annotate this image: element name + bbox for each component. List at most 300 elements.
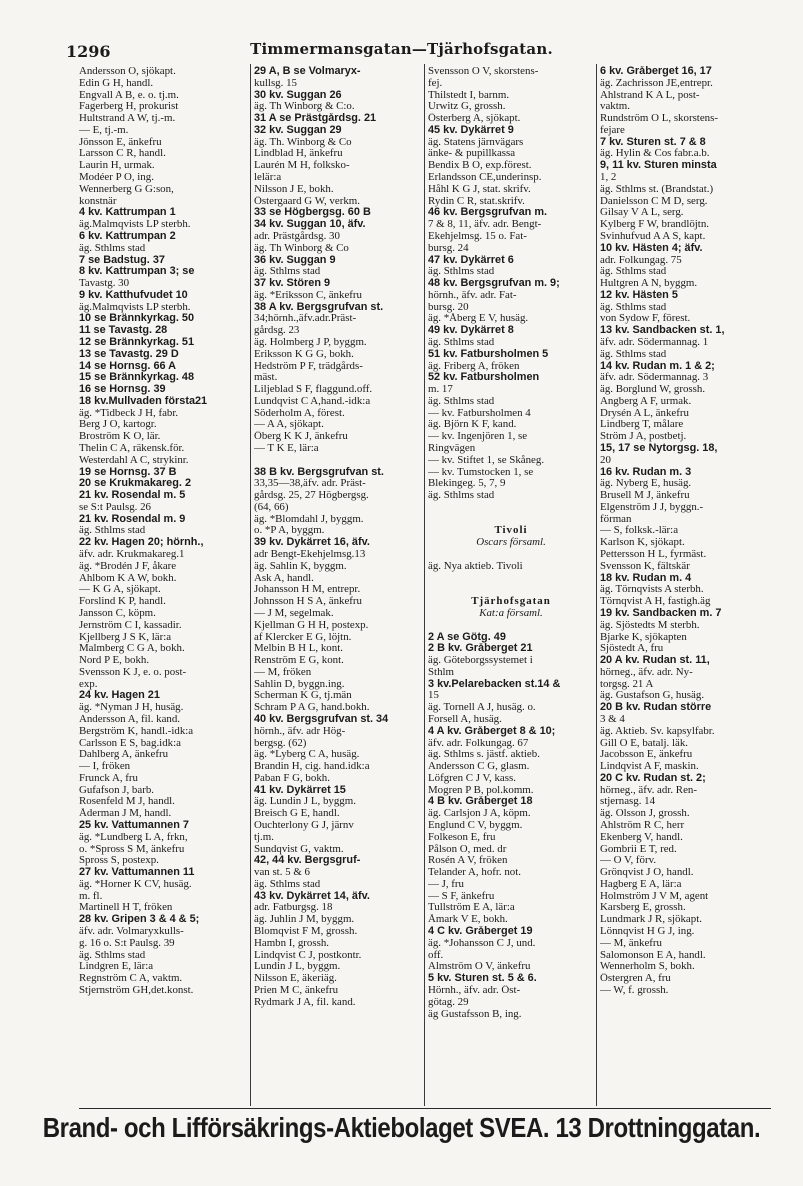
directory-entry-line: Andersson A, fil. kand. (79, 713, 181, 725)
directory-entry-line: Sthlm (428, 666, 455, 678)
directory-entry-line: Gombrii E T, red. (600, 843, 677, 855)
directory-entry-line: 15 (428, 690, 439, 702)
directory-entry-line: Scherman K G, tj.män (254, 690, 352, 702)
directory-entry-line: äg. Sthlms stad (600, 301, 667, 313)
directory-entry-line: äg. Statens järnvägars (428, 136, 524, 148)
directory-entry-line: af Klercker E G, löjtn. (254, 631, 352, 643)
directory-entry-line: 9, 11 kv. Sturen minsta (600, 160, 717, 172)
directory-entry-line: äg. Hylin & Cos fabr.a.b. (600, 148, 710, 160)
directory-entry-line: äg. Törnqvists A sterbh. (600, 584, 704, 596)
directory-entry-line: äg. Sthlms stad (600, 348, 667, 360)
directory-entry-line: äg. Sthlms stad (79, 242, 146, 254)
directory-entry-line: 47 kv. Dykärret 6 (428, 254, 514, 266)
directory-entry-line: äg. Borglund W, grossh. (600, 384, 706, 396)
directory-entry-line: Carlsson E S, bag.idk:a (79, 737, 181, 749)
directory-entry-line: 16 kv. Rudan m. 3 (600, 466, 692, 478)
page-number: 1296 (66, 42, 111, 61)
directory-entry-line (428, 502, 594, 514)
directory-entry-line: äg. Juhlin J M, byggm. (254, 914, 355, 926)
directory-entry-line: Ouchterlony G J, järnv (254, 820, 354, 831)
directory-entry-line: Kjellman G H H, postexp. (254, 619, 369, 631)
directory-entry-line: Nilsson E, äkeriäg. (254, 973, 337, 985)
directory-entry-line: Andersson C G, glasm. (428, 761, 530, 773)
directory-entry-line: adr. Prästgårdsg. 30 (254, 230, 340, 242)
directory-entry-line: g. 16 o. S:t Paulsg. 39 (79, 937, 175, 949)
directory-entry-line: adr. Folkungag. 75 (600, 254, 682, 266)
directory-entry-line: Brusell M J, änkefru (600, 490, 690, 502)
directory-entry-line (428, 620, 594, 632)
directory-entry-line: 2 A se Götg. 49 (428, 631, 506, 643)
directory-column-1 (79, 66, 247, 1106)
directory-entry-line: äg. Göteborgssystemet i (428, 655, 533, 667)
directory-entry-line (254, 455, 420, 467)
directory-entry-line: Martinell H T, fröken (79, 902, 173, 914)
directory-entry-line: Andersson O, sjökapt. (79, 66, 176, 77)
directory-entry-line: Lindgren E, lär:a (79, 961, 154, 973)
directory-entry-line: Ahlstrand K A L, post- (600, 89, 700, 101)
directory-entry-line: Danielsson C M D, serg. (600, 195, 708, 207)
directory-entry-line: gårdsg. 25, 27 Högbergsg. (254, 490, 369, 502)
directory-entry-line: o. *P A, byggm. (254, 525, 325, 537)
directory-entry-line: 3 kv.Pelarebacken st.14 & (428, 678, 561, 690)
directory-entry-line: Rosenfeld M J, handl. (79, 796, 175, 808)
directory-entry-line: bursg. 24 (428, 242, 469, 254)
directory-entry-line: Berg J O, kartogr. (79, 419, 157, 431)
directory-entry-line: bergsg. (62) (254, 737, 307, 749)
directory-entry-line: Regnström C A, vaktm. (79, 973, 183, 985)
directory-column-4 (600, 66, 772, 1106)
directory-entry-line: äg. Björn K F, kand. (428, 419, 517, 431)
directory-entry-line: äg. *Eriksson C, änkefru (254, 289, 362, 301)
page-title: Timmermansgatan—Tjärhofsgatan. (250, 40, 553, 58)
directory-entry-line: — M, änkefru (600, 937, 662, 949)
directory-entry-line: Paban F G, bokh. (254, 772, 330, 784)
directory-entry-line: äg. Aktieb. Sv. kapsylfabr. (600, 725, 715, 737)
directory-entry-line: Österberg A, sjökapt. (428, 113, 521, 125)
directory-entry-line: Lindberg T, målare (600, 419, 684, 431)
directory-entry-line: Ask A, handl. (254, 572, 314, 584)
directory-entry-line: 30 kv. Suggan 26 (254, 89, 342, 101)
directory-entry-line: Dahlberg A, änkefru (79, 749, 169, 761)
directory-entry-line: äg. Sthlms stad (254, 266, 321, 278)
directory-entry-line: äg. Sthlms stad (428, 336, 495, 348)
directory-entry-line: Blekingeg. 5, 7, 9 (428, 478, 506, 490)
directory-column-2 (254, 66, 420, 1106)
directory-entry-line: — kv. Stiftet 1, se Skåneg. (428, 454, 545, 466)
directory-entry-line: — K G A, sjökapt. (79, 584, 161, 596)
directory-entry-line: äfv. adr. Södermannag. 1 (600, 336, 709, 348)
directory-entry-line: 4 kv. Kattrumpan 1 (79, 207, 176, 219)
directory-entry-line: Svensson K J, e. o. post- (79, 666, 187, 678)
directory-entry-line: Kjellberg J S K, lär:a (79, 631, 172, 643)
directory-entry-line: äg. *Nyman J H, husäg. (79, 702, 184, 714)
directory-entry-line: 20 A kv. Rudan st. 11, (600, 655, 710, 667)
directory-entry-line: 1, 2 (600, 172, 617, 184)
directory-entry-line: 24 kv. Hagen 21 (79, 690, 160, 702)
directory-entry-line: Oscars församl. (476, 537, 546, 549)
directory-entry-line: 31 A se Prästgårdsg. 21 (254, 113, 377, 125)
directory-entry-line: 5 kv. Sturen st. 5 & 6. (428, 973, 537, 985)
directory-entry-line: vaktm. (600, 101, 630, 113)
directory-entry-line: äg. Sthlms stad (428, 490, 495, 502)
directory-entry-line: Breisch G E, handl. (254, 808, 340, 820)
directory-entry-line: Lindqvist C J, postkontr. (254, 949, 362, 961)
directory-entry-line: Löfgren C J V, kass. (428, 772, 516, 784)
directory-entry-line: lelär:a (254, 172, 282, 184)
directory-entry-line: 48 kv. Bergsgrufvan m. 9; (428, 278, 560, 290)
directory-entry-line: Bendix B O, exp.förest. (428, 160, 532, 172)
directory-entry-line: äg. *Blomdahl J, byggm. (254, 513, 364, 525)
column-separator (250, 64, 251, 1106)
directory-entry-line: Gilsay V A L, serg. (600, 207, 684, 219)
directory-entry-line: se S:t Paulsg. 26 (79, 501, 152, 513)
directory-entry-line: äg. Tornell A J, husäg. o. (428, 702, 536, 714)
directory-entry-line: Hörnh., äfv. adr. Öst- (428, 984, 521, 996)
directory-entry-line: Ekenberg V, handl. (600, 831, 683, 843)
directory-entry-line: 28 kv. Gripen 3 & 4 & 5; (79, 914, 200, 926)
directory-entry-line: Liljeblad S F, flaggund.off. (254, 384, 373, 396)
directory-entry-line: äg. Olsson J, grossh. (600, 808, 690, 820)
directory-entry-line: Spross S, postexp. (79, 855, 159, 867)
directory-entry-line: äg Gustafsson B, ing. (428, 1008, 522, 1020)
directory-entry-line: — kv. Fatbursholmen 4 (428, 407, 531, 419)
directory-entry-line: 29 A, B se Volmaryx- (254, 66, 361, 77)
directory-entry-line: 7 kv. Sturen st. 7 & 8 (600, 136, 706, 148)
directory-entry-line: Wennerholm S, bokh. (600, 961, 695, 973)
directory-entry-line: adr. Fatburgsg. 18 (254, 902, 333, 914)
directory-entry-line: hörnh., äfv. adr. Fat- (428, 289, 517, 301)
directory-entry-line: Kat:a församl. (479, 607, 543, 619)
footer-advert: Brand- och Lifförsäkrings-Aktiebolaget SVEA. 13 Drottninggatan. (42, 1112, 761, 1144)
directory-entry-line: Elgenström J J, byggn.- (600, 501, 704, 513)
directory-entry-line: 46 kv. Bergsgrufvan m. (428, 207, 548, 219)
directory-entry-line: 33,35—38,äfv. adr. Präst- (254, 478, 366, 490)
directory-entry-line: Ekehjelmsg. 15 o. Fat- (428, 230, 527, 242)
directory-entry-line: — E, tj.-m. (79, 124, 129, 136)
directory-entry-line: 20 B kv. Rudan större (600, 702, 712, 714)
directory-entry-line: Erlandsson CE,underinsp. (428, 172, 542, 184)
directory-entry-line: 4 B kv. Gråberget 18 (428, 796, 533, 808)
directory-entry-line: kullsg. 15 (254, 77, 297, 89)
directory-entry-line: (64, 66) (254, 501, 289, 513)
directory-entry-line: Laurin H, urmak. (79, 160, 155, 172)
directory-entry-line: — S, folksk.-lär:a (600, 525, 679, 537)
directory-entry-line: Tavastg. 30 (79, 278, 130, 290)
directory-entry-line: äg. Sthlms stad (428, 266, 495, 278)
directory-entry-line: Urwitz G, grossh. (428, 101, 506, 113)
directory-entry-line: m. 17 (428, 384, 453, 396)
directory-entry-line: 33 se Högbergsg. 60 B (254, 207, 371, 219)
directory-entry-line: 51 kv. Fatbursholmen 5 (428, 348, 549, 360)
directory-entry-line: äg. *Lundberg L A, frkn, (79, 831, 188, 843)
directory-entry-line: 19 kv. Sandbacken m. 7 (600, 607, 722, 619)
directory-entry-line: äg. Nya aktieb. Tivoli (428, 560, 523, 572)
directory-entry-line: Johnsson H S A, änkefru (254, 596, 362, 608)
directory-entry-line: äg. Sthlms stad (79, 525, 146, 537)
directory-entry-line: 36 kv. Suggan 9 (254, 254, 336, 266)
directory-entry-line: Söderholm A, förest. (254, 407, 345, 419)
directory-entry-line: konstnär (79, 195, 117, 207)
directory-entry-line: Forslind K P, handl. (79, 596, 166, 608)
directory-entry-line: äg. *Brodén J F, åkare (79, 560, 177, 572)
directory-entry-line: hörnh., äfv. adr Hög- (254, 725, 346, 737)
directory-entry-line: äg. Sthlms st. (Brandstat.) (600, 183, 714, 195)
directory-entry-line: 13 kv. Sandbacken st. 1, (600, 325, 725, 337)
directory-entry-line: 49 kv. Dykärret 8 (428, 325, 514, 337)
directory-entry-line: Karlson K, sjökapt. (600, 537, 685, 549)
directory-entry-line: van st. 5 & 6 (254, 867, 310, 879)
directory-entry-line: Telander A, hofr. not. (428, 867, 521, 879)
directory-entry-line: Lindqvist A F, maskin. (600, 761, 699, 773)
directory-entry-line: 4 A kv. Gråberget 8 & 10; (428, 725, 556, 737)
directory-entry-line: Kylberg F W, brandlöjtn. (600, 219, 710, 231)
directory-entry-line: Thelin C A, räkensk.för. (79, 443, 185, 454)
directory-entry-line: Rosén A V, fröken (428, 855, 508, 867)
directory-entry-line: Nilsson J E, bokh. (254, 183, 334, 195)
directory-entry-line: 37 kv. Stören 9 (254, 278, 331, 290)
directory-entry-line: 6 kv. Kattrumpan 2 (79, 230, 176, 242)
directory-entry-line: Folkeson E, fru (428, 831, 496, 843)
directory-entry-line: äg. Th Winborg & C:o. (254, 101, 355, 113)
directory-entry-line: o. *Spross S M, änkefru (79, 843, 185, 855)
directory-entry-line: Svensson K, fältskär (600, 560, 690, 572)
directory-entry-line: 39 kv. Dykärret 16, äfv. (254, 537, 370, 549)
directory-entry-line: Blomqvist F M, grossh. (254, 926, 358, 938)
directory-entry-line: Fagerberg H, prokurist (79, 101, 179, 113)
directory-entry-line: Ahlström R C, herr (600, 820, 685, 831)
directory-entry-line: 4 C kv. Gråberget 19 (428, 926, 533, 938)
directory-entry-line: torgsg. 21 A (600, 678, 654, 690)
directory-entry-line: — A A, sjökapt. (254, 419, 324, 431)
directory-entry-line: Rundström O L, skorstens- (600, 113, 718, 125)
directory-entry-line: Hultstrand A W, tj.-m. (79, 113, 176, 125)
directory-entry-line: äg. Sthlms stad (254, 878, 321, 890)
directory-entry-line: m. fl. (79, 890, 103, 902)
directory-entry-line: 45 kv. Dykärret 9 (428, 124, 514, 136)
directory-entry-line: 3 & 4 (600, 713, 625, 725)
directory-entry-line: Grönqvist J O, handl. (600, 867, 694, 879)
directory-entry-line: Lundqvist C A,hand.-idk:a (254, 395, 371, 407)
directory-entry-line: Åmark V E, bokh. (428, 914, 508, 926)
directory-entry-line: 6 kv. Gråberget 16, 17 (600, 66, 712, 77)
directory-entry-line: tj.m. (254, 831, 274, 843)
directory-entry-line: äg. Sthlms stad (428, 395, 495, 407)
directory-entry-line: äg. Sthlms stad (600, 266, 667, 278)
directory-entry-line: — J, fru (428, 878, 464, 890)
directory-entry-line: 21 kv. Rosendal m. 9 (79, 513, 186, 525)
directory-entry-line: Melbin B H L, kont. (254, 643, 343, 655)
directory-entry-line: äg.Malmqvists LP sterbh. (79, 301, 191, 313)
directory-entry-line: Johansson H M, entrepr. (254, 584, 361, 596)
directory-entry-line: 25 kv. Vattumannen 7 (79, 820, 189, 831)
directory-entry-line: — W, f. grossh. (600, 984, 669, 996)
directory-entry-line: Broström K O, lär. (79, 431, 161, 443)
directory-entry-line: Tullström E A, lär:a (428, 902, 515, 914)
directory-entry-line: Salomonson E A, handl. (600, 949, 706, 961)
directory-entry-line: — kv. Tumstocken 1, se (428, 466, 534, 478)
directory-entry-line: 12 se Brännkyrkag. 51 (79, 336, 195, 348)
directory-entry-line: äg. *Lyberg C A, husäg. (254, 749, 360, 761)
directory-entry-line: bursg. 20 (428, 301, 469, 313)
directory-entry-line: Sahlin D, byggn.ing. (254, 678, 345, 690)
directory-entry-line: äg. *Johansson C J, und. (428, 937, 536, 949)
directory-entry-line: 10 kv. Hästen 4; äfv. (600, 242, 703, 254)
directory-entry-line: 20 C kv. Rudan st. 2; (600, 772, 706, 784)
directory-entry-line: 14 se Hornsg. 66 A (79, 360, 177, 372)
column-separator (424, 64, 425, 1106)
directory-entry-line: Engvall A B, e. o. tj.m. (79, 89, 179, 101)
directory-entry-line: off. (428, 949, 444, 961)
directory-entry-line: Karsberg E, grossh. (600, 902, 686, 914)
directory-entry-line: äg. Sjöstedts M sterbh. (600, 619, 700, 631)
directory-entry-line: gårdsg. 23 (254, 325, 300, 337)
directory-entry-line: äg. Sthlms s. jästf. aktieb. (428, 749, 540, 761)
directory-entry-line: Englund C V, byggm. (428, 820, 523, 831)
directory-entry-line (428, 549, 594, 561)
directory-entry-line: Schram P A G, hand.bokh. (254, 702, 370, 714)
directory-entry-line: äfv. adr. Volmaryxkulls- (79, 926, 184, 938)
directory-entry-line: 34 kv. Suggan 10, äfv. (254, 219, 366, 231)
directory-entry-line: äg. Nyberg E, husäg. (600, 478, 692, 490)
directory-entry-line: Ström J A, postbetj. (600, 431, 687, 443)
directory-entry-line: adr Bengt-Ekehjelmsg.13 (254, 549, 366, 561)
directory-entry-line: 52 kv. Fatbursholmen (428, 372, 540, 384)
directory-entry-line: Prien M C, änkefru (254, 984, 339, 996)
directory-entry-line: 34;hörnh.,äfv.adr.Präst- (254, 313, 357, 325)
directory-entry-line: Angberg A F, urmak. (600, 395, 692, 407)
directory-entry-line: Tjärhofsgatan (471, 596, 551, 608)
directory-entry-line: 27 kv. Vattumannen 11 (79, 867, 195, 879)
directory-entry-line: 7 se Badstug. 37 (79, 254, 165, 266)
directory-entry-line: 40 kv. Bergsgrufvan st. 34 (254, 713, 389, 725)
directory-entry-line: Rydmark J A, fil. kand. (254, 996, 356, 1008)
directory-entry-line: — T K E, lär:a (254, 443, 319, 454)
directory-entry-line (428, 514, 594, 526)
directory-entry-line: Lundin J L, byggm. (254, 961, 341, 973)
directory-entry-line: 18 kv.Mullvaden första21 (79, 395, 208, 407)
directory-entry-line: 14 kv. Rudan m. 1 & 2; (600, 360, 715, 372)
directory-entry-line: — O V, förv. (600, 855, 657, 867)
directory-entry-line: äg. Carlsjon J A, köpm. (428, 808, 531, 820)
directory-entry-line: Gill O E, batalj. läk. (600, 737, 689, 749)
directory-entry-line: änke- & pupillkassa (428, 148, 516, 160)
directory-entry-line: Lundmark J R, sjökapt. (600, 914, 702, 926)
directory-entry-line: 2 B kv. Gråberget 21 (428, 643, 533, 655)
directory-entry-line: Stjernström GH,det.konst. (79, 984, 194, 996)
directory-entry-line: Westerdahl A C, strykinr. (79, 454, 189, 466)
directory-entry-line: Törnqvist A H, fastigh.äg (600, 596, 711, 608)
directory-entry-line (428, 584, 594, 596)
directory-entry-line: Jansson C, köpm. (79, 607, 156, 619)
directory-entry-line: Gufafson J, barb. (79, 784, 155, 796)
directory-entry-line: 19 se Hornsg. 37 B (79, 466, 177, 478)
directory-entry-line: Jernström C I, kassadir. (79, 619, 182, 631)
directory-entry-line: Sundqvist G, vaktm. (254, 843, 344, 855)
directory-entry-line: äg. Th Winborg & Co (254, 242, 349, 254)
directory-entry-line: äg. Holmberg J P, byggm. (254, 336, 367, 348)
directory-entry-line: Östergren A, fru (600, 973, 671, 985)
directory-entry-line: 41 kv. Dykärret 15 (254, 784, 346, 796)
directory-entry-line: — J M, segelmak. (254, 607, 334, 619)
directory-entry-line: stjernasg. 14 (600, 796, 656, 808)
directory-entry-line: Svensson O V, skorstens- (428, 66, 539, 77)
directory-entry-line: 8 kv. Kattrumpan 3; se (79, 266, 195, 278)
directory-entry-line: Håhl K G J, stat. skrifv. (428, 183, 531, 195)
directory-entry-line: Lönnqvist H G J, ing. (600, 926, 695, 938)
directory-entry-line: Nord P E, bokh. (79, 655, 150, 667)
directory-entry-line: exp. (79, 678, 98, 690)
directory-entry-line: fejare (600, 124, 625, 136)
directory-entry-line: fej. (428, 77, 443, 89)
directory-entry-line: Bergström K, handl.-idk:a (79, 725, 194, 737)
directory-entry-line: äg. Friberg A, fröken (428, 360, 520, 372)
directory-entry-line: — kv. Ingenjören 1, se (428, 431, 528, 443)
column-separator (596, 64, 597, 1106)
directory-entry-line: Frunck A, fru (79, 772, 138, 784)
directory-entry-line: äg. Lundin J L, byggm. (254, 796, 356, 808)
directory-entry-line: Malmberg C G A, bokh. (79, 643, 185, 655)
directory-entry-line: 20 (600, 454, 611, 466)
directory-entry-line: äg. *Tidbeck J H, fabr. (79, 407, 179, 419)
directory-entry-line: äg. Sthlms stad (79, 949, 146, 961)
directory-entry-line: Hultgren A N, byggm. (600, 278, 698, 290)
directory-entry-line: — I, fröken (79, 761, 131, 773)
directory-entry-line: förman (600, 513, 632, 525)
directory-entry-line: Pålson O, med. dr (428, 843, 507, 855)
directory-entry-line: Renström E G, kont. (254, 655, 344, 667)
directory-entry-line: 38 B kv. Bergsgrufvan st. (254, 466, 384, 478)
directory-entry-line: 15 se Brännkyrkag. 48 (79, 372, 195, 384)
directory-entry-line: Hambn I, grossh. (254, 937, 330, 949)
directory-entry-line: Eriksson K G G, bokh. (254, 348, 354, 360)
directory-entry-line: Ahlbom K A W, bokh. (79, 572, 177, 584)
directory-entry-line: Larsson C R, handl. (79, 148, 166, 160)
directory-entry-line: Sjöstedt A, fru (600, 643, 664, 655)
directory-entry-line: Östergaard G W, verkm. (254, 195, 360, 207)
directory-entry-line: hörneg., äfv. adr. Ny- (600, 666, 693, 678)
directory-entry-line: Thilstedt I, barnm. (428, 89, 510, 101)
directory-entry-line: äg. *Åberg E V, husäg. (428, 313, 529, 325)
directory-entry-line: Modéer P O, ing. (79, 172, 154, 184)
directory-entry-line: äg. Th. Winborg & Co (254, 136, 352, 148)
directory-entry-line: Jacobsson E, änkefru (600, 749, 693, 761)
directory-entry-line: 32 kv. Suggan 29 (254, 124, 342, 136)
directory-entry-line: Pettersson H L, fyrmäst. (600, 549, 707, 561)
directory-entry-line: 16 se Hornsg. 39 (79, 384, 166, 396)
directory-entry-line: Bjarke K, sjökapten (600, 631, 687, 643)
directory-entry-line: 12 kv. Hästen 5 (600, 289, 678, 301)
directory-entry-line: mäst. (254, 372, 278, 384)
footer-rule (79, 1108, 771, 1109)
directory-entry-line: 22 kv. Hagen 20; hörnh., (79, 537, 204, 549)
directory-entry-line: 38 A kv. Bergsgrufvan st. (254, 301, 384, 313)
directory-entry-line: äg. Sahlin K, byggm. (254, 560, 347, 572)
directory-entry-line: äg. *Horner K CV, husäg. (79, 878, 192, 890)
directory-entry-line: 11 se Tavastg. 28 (79, 325, 168, 337)
directory-entry-line: Hagberg E A, lär:a (600, 878, 682, 890)
directory-entry-line: Svinhufvud A A S, kapt. (600, 230, 706, 242)
directory-entry-line: 43 kv. Dykärret 14, äfv. (254, 890, 370, 902)
directory-entry-line: äfv. adr. Folkungag. 67 (428, 737, 529, 749)
directory-entry-line: äfv. adr. Krukmakareg.1 (79, 549, 185, 561)
directory-entry-line: Hedström P F, trädgårds- (254, 360, 363, 372)
directory-entry-line: 10 se Brännkyrkag. 50 (79, 313, 195, 325)
directory-entry-line: 20 se Krukmakareg. 2 (79, 478, 192, 490)
directory-entry-line: Drysén A L, änkefru (600, 407, 689, 419)
directory-entry-line: götag. 29 (428, 996, 469, 1008)
directory-entry-line: 7 & 8, 11, äfv. adr. Bengt- (428, 219, 542, 231)
directory-entry-line: 15, 17 se Nytorgsg. 18, (600, 443, 718, 454)
